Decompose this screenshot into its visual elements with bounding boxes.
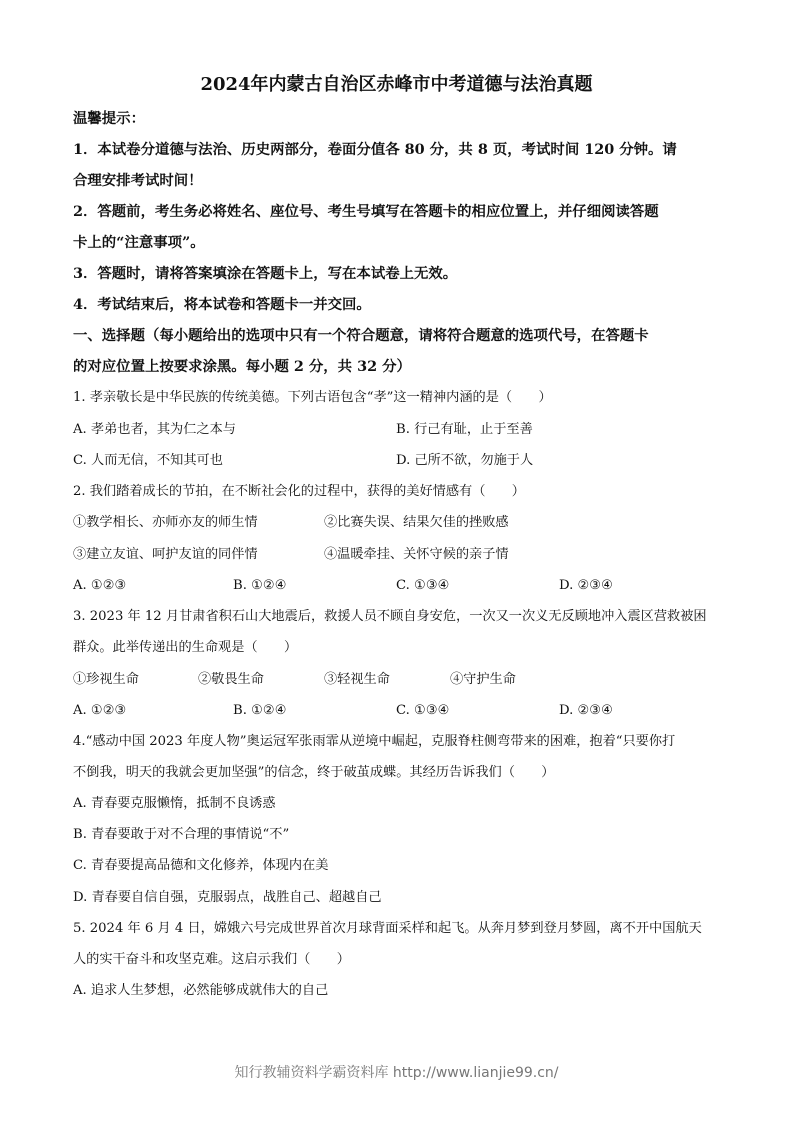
q2-option-a: A. ①②③ xyxy=(73,578,127,593)
q3-option-d: D. ②③④ xyxy=(559,703,613,718)
page-title: 2024年内蒙古自治区赤峰市中考道德与法治真题 xyxy=(200,74,593,95)
q4-option-b: B. 青春要敢于对不合理的事情说“不” xyxy=(73,827,290,842)
q3-statement-1: ①珍视生命 xyxy=(73,672,139,687)
tips-heading: 温馨提示： xyxy=(73,110,145,127)
q4-stem-line-1: 4.“感动中国 2023 年度人物”奥运冠军张雨霏从逆境中崛起，克服脊柱侧弯带来的困难，抱着“只要你打 xyxy=(73,734,676,749)
q4-option-d: D. 青春要自信自强，克服弱点，战胜自己、超越自己 xyxy=(73,890,382,905)
q4-stem-line-2: 不倒我，明天的我就会更加坚强”的信念，终于破茧成蝶。其经历告诉我们（ ） xyxy=(73,765,555,780)
section-1-heading-line-1: 一、选择题（每小题给出的选项中只有一个符合题意，请将符合题意的选项代号，在答题卡 xyxy=(73,327,649,344)
q2-statement-3: ③建立友谊、呵护友谊的同伴情 xyxy=(73,547,258,562)
q2-option-d: D. ②③④ xyxy=(559,578,613,593)
q3-stem-line-2: 群众。此举传递出的生命观是（ ） xyxy=(73,640,298,655)
q2-statement-1: ①教学相长、亦师亦友的师生情 xyxy=(73,515,258,530)
q5-option-a: A. 追求人生梦想，必然能够成就伟大的自己 xyxy=(73,983,329,998)
q3-statement-4: ④守护生命 xyxy=(450,672,516,687)
q3-option-a: A. ①②③ xyxy=(73,703,127,718)
q1-option-a: A. 孝弟也者，其为仁之本与 xyxy=(73,422,236,437)
q2-option-c: C. ①③④ xyxy=(396,578,450,593)
section-1-heading-line-2: 的对应位置上按要求涂黑。每小题 2 分，共 32 分） xyxy=(73,358,411,375)
tip-2-line-2: 卡上的“注意事项”。 xyxy=(73,234,205,251)
tip-3: 3．答题时，请将答案填涂在答题卡上，写在本试卷上无效。 xyxy=(73,265,458,282)
tip-2-line-1: 2．答题前，考生务必将姓名、座位号、考生号填写在答题卡的相应位置上，并仔细阅读答题 xyxy=(73,203,659,220)
tip-4: 4．考试结束后，将本试卷和答题卡一并交回。 xyxy=(73,296,371,313)
q3-statement-3: ③轻视生命 xyxy=(324,672,390,687)
footer-watermark: 知行教辅资料学霸资料库 http://www.lianjie99.cn/ xyxy=(234,1065,559,1081)
q1-option-b: B. 行己有耻，止于至善 xyxy=(396,422,533,437)
q3-option-b: B. ①②④ xyxy=(233,703,287,718)
q4-option-c: C. 青春要提高品德和文化修养，体现内在美 xyxy=(73,858,329,873)
q2-stem: 2. 我们踏着成长的节拍，在不断社会化的过程中，获得的美好情感有（ ） xyxy=(73,484,525,499)
tip-1-line-1: 1．本试卷分道德与法治、历史两部分，卷面分值各 80 分，共 8 页，考试时间 120 分钟。请 xyxy=(73,141,677,158)
q1-option-d: D. 己所不欲，勿施于人 xyxy=(396,453,534,468)
q1-stem: 1. 孝亲敬长是中华民族的传统美德。下列古语包含“孝”这一精神内涵的是（ ） xyxy=(73,390,552,405)
q2-statement-2: ②比赛失误、结果欠佳的挫败感 xyxy=(324,515,509,530)
q3-option-c: C. ①③④ xyxy=(396,703,450,718)
tip-1-line-2: 合理安排考试时间！ xyxy=(73,172,203,189)
q2-statement-4: ④温暖牵挂、关怀守候的亲子情 xyxy=(324,547,509,562)
q4-option-a: A. 青春要克服懒惰，抵制不良诱惑 xyxy=(73,796,276,811)
q3-statement-2: ②敬畏生命 xyxy=(198,672,264,687)
q5-stem-line-1: 5. 2024 年 6 月 4 日，嫦娥六号完成世界首次月球背面采样和起飞。从奔月梦到登月梦圆，离不开中国航天 xyxy=(73,921,702,936)
q3-stem-line-1: 3. 2023 年 12 月甘肃省积石山大地震后，救援人员不顾自身安危，一次又一次义无反顾地冲入震区营救被困 xyxy=(73,609,707,624)
q5-stem-line-2: 人的实干奋斗和攻坚克难。这启示我们（ ） xyxy=(73,952,350,967)
q1-option-c: C. 人而无信，不知其可也 xyxy=(73,453,223,468)
q2-option-b: B. ①②④ xyxy=(233,578,287,593)
